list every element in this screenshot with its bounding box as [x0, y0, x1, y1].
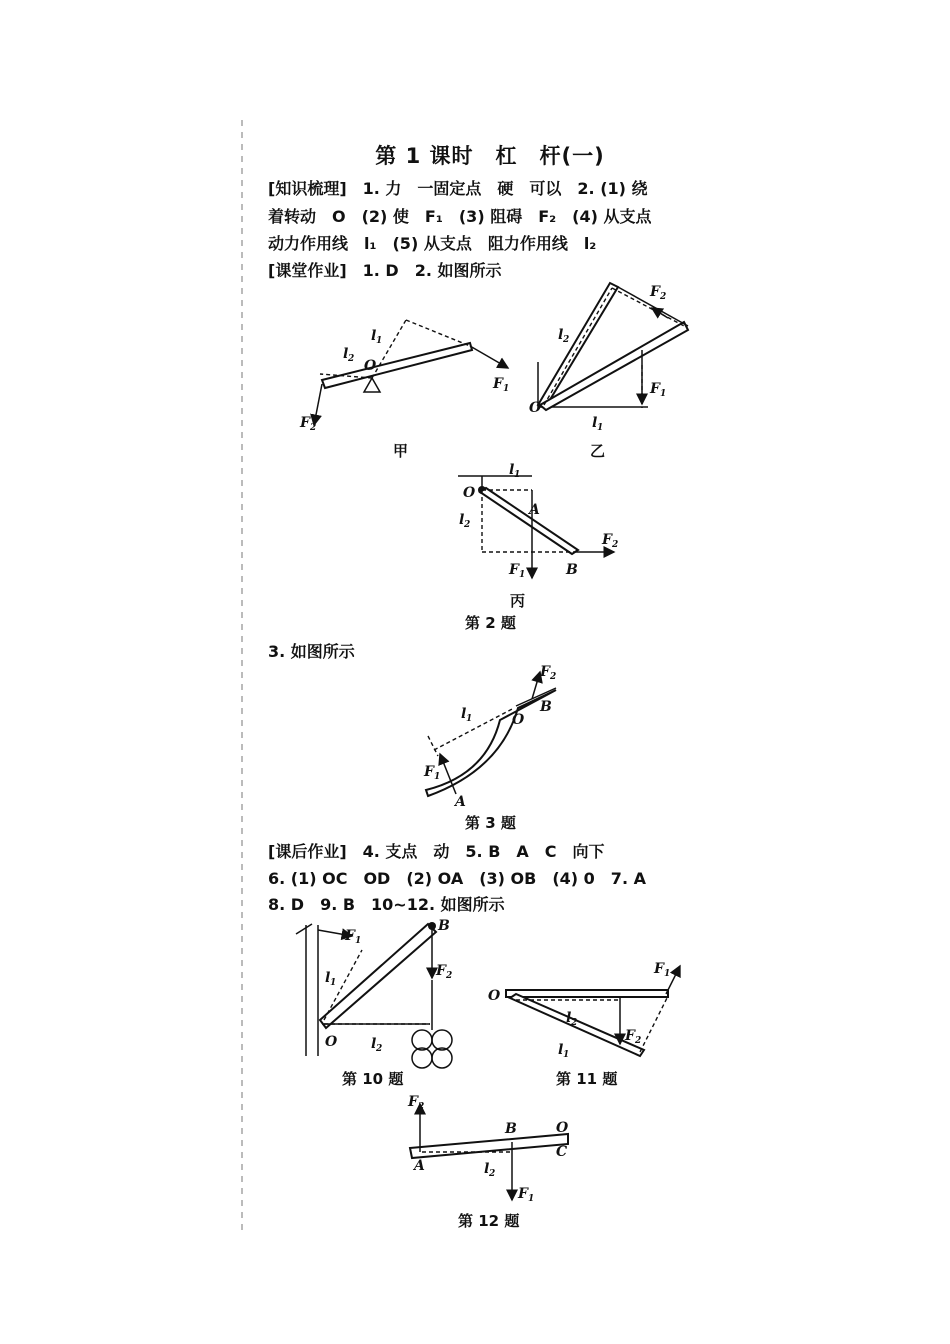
label-sub-1: 1: [376, 336, 383, 346]
text-line-6: [课后作业] 4. 支点 动 5. B A C 向下: [268, 842, 605, 861]
label-sub-1: 1: [563, 1050, 570, 1060]
label-sub-2: 2: [446, 971, 453, 981]
label-sub-1: 1: [660, 389, 667, 399]
label-sub-2: 2: [489, 1169, 496, 1179]
label-F: F: [345, 928, 355, 944]
label-sub-2: 2: [612, 540, 619, 550]
label-sub-1: 1: [519, 570, 526, 580]
label-F: F: [654, 961, 664, 977]
label-sub-1: 1: [355, 936, 362, 946]
label-O: O: [556, 1120, 569, 1136]
caption-q12: 第 12 题: [458, 1212, 520, 1230]
label-F: F: [493, 376, 503, 392]
label-B: B: [540, 699, 552, 715]
label-F: F: [650, 284, 660, 300]
caption-q11: 第 11 题: [556, 1070, 618, 1088]
label-B: B: [438, 918, 450, 934]
label-sub-2: 2: [376, 1044, 383, 1054]
label-O: O: [463, 485, 476, 501]
label-l: l: [566, 1010, 572, 1026]
label-F: F: [509, 562, 519, 578]
text-line-7: 6. (1) OC OD (2) OA (3) OB (4) 0 7. A: [268, 869, 646, 888]
text-line-8: 8. D 9. B 10~12. 如图所示: [268, 895, 505, 914]
label-l: l: [461, 706, 467, 722]
label-l: l: [558, 327, 564, 343]
page-title: 第 1 课时 杠 杆(一): [375, 144, 605, 168]
label-sub-1: 1: [664, 969, 671, 979]
label-F: F: [408, 1094, 418, 1110]
label-A: A: [414, 1158, 425, 1174]
label-sub-2: 2: [660, 292, 667, 302]
label-F: F: [436, 963, 446, 979]
label-O: O: [512, 712, 525, 728]
label-l: l: [325, 970, 331, 986]
label-sub-1: 1: [503, 384, 510, 394]
label-F: F: [625, 1028, 635, 1044]
label-sub-2: 2: [635, 1036, 642, 1046]
label-sub-1: 1: [597, 423, 604, 433]
label-C: C: [556, 1144, 568, 1160]
label-B: B: [566, 562, 578, 578]
text-line-5: 3. 如图所示: [268, 642, 355, 661]
text-line-1: [知识梳理] 1. 力 一固定点 硬 可以 2. (1) 绕: [268, 179, 648, 198]
label-sub-2: 2: [418, 1102, 425, 1112]
caption-yi: 乙: [590, 442, 606, 460]
label-A: A: [529, 502, 540, 518]
caption-q2: 第 2 题: [465, 614, 516, 632]
label-sub-2: 2: [563, 335, 570, 345]
label-F: F: [300, 415, 310, 431]
label-l: l: [459, 512, 465, 528]
text-line-4: [课堂作业] 1. D 2. 如图所示: [268, 261, 502, 280]
label-O: O: [529, 400, 542, 416]
label-A: A: [455, 794, 466, 810]
label-F: F: [540, 664, 550, 680]
label-sub-1: 1: [466, 714, 473, 724]
label-O: O: [488, 988, 501, 1004]
label-sub-2: 2: [348, 354, 355, 364]
label-l: l: [558, 1042, 564, 1058]
label-sub-1: 1: [514, 470, 521, 480]
label-sub-1: 1: [330, 978, 337, 988]
scan-edge: [241, 120, 243, 1230]
label-sub-2: 2: [571, 1018, 578, 1028]
label-F: F: [650, 381, 660, 397]
label-sub-2: 2: [310, 423, 317, 433]
label-l: l: [371, 1036, 377, 1052]
label-B: B: [505, 1121, 517, 1137]
label-F: F: [424, 764, 434, 780]
caption-jia: 甲: [393, 442, 409, 460]
label-sub-2: 2: [464, 520, 471, 530]
label-l: l: [371, 328, 377, 344]
caption-q3: 第 3 题: [465, 814, 516, 832]
label-l: l: [343, 346, 349, 362]
text-line-3: 动力作用线 l₁ (5) 从支点 阻力作用线 l₂: [268, 234, 597, 253]
label-sub-1: 1: [434, 772, 441, 782]
label-l: l: [509, 462, 515, 478]
label-sub-1: 1: [528, 1194, 535, 1204]
caption-bing: 丙: [510, 592, 526, 610]
label-O: O: [364, 358, 377, 374]
label-sub-2: 2: [550, 672, 557, 682]
label-l: l: [484, 1161, 490, 1177]
label-F: F: [518, 1186, 528, 1202]
caption-q10: 第 10 题: [342, 1070, 404, 1088]
label-l: l: [592, 415, 598, 431]
text-line-2: 着转动 O (2) 使 F₁ (3) 阻碍 F₂ (4) 从支点: [268, 207, 652, 226]
label-F: F: [602, 532, 612, 548]
label-O: O: [325, 1034, 338, 1050]
